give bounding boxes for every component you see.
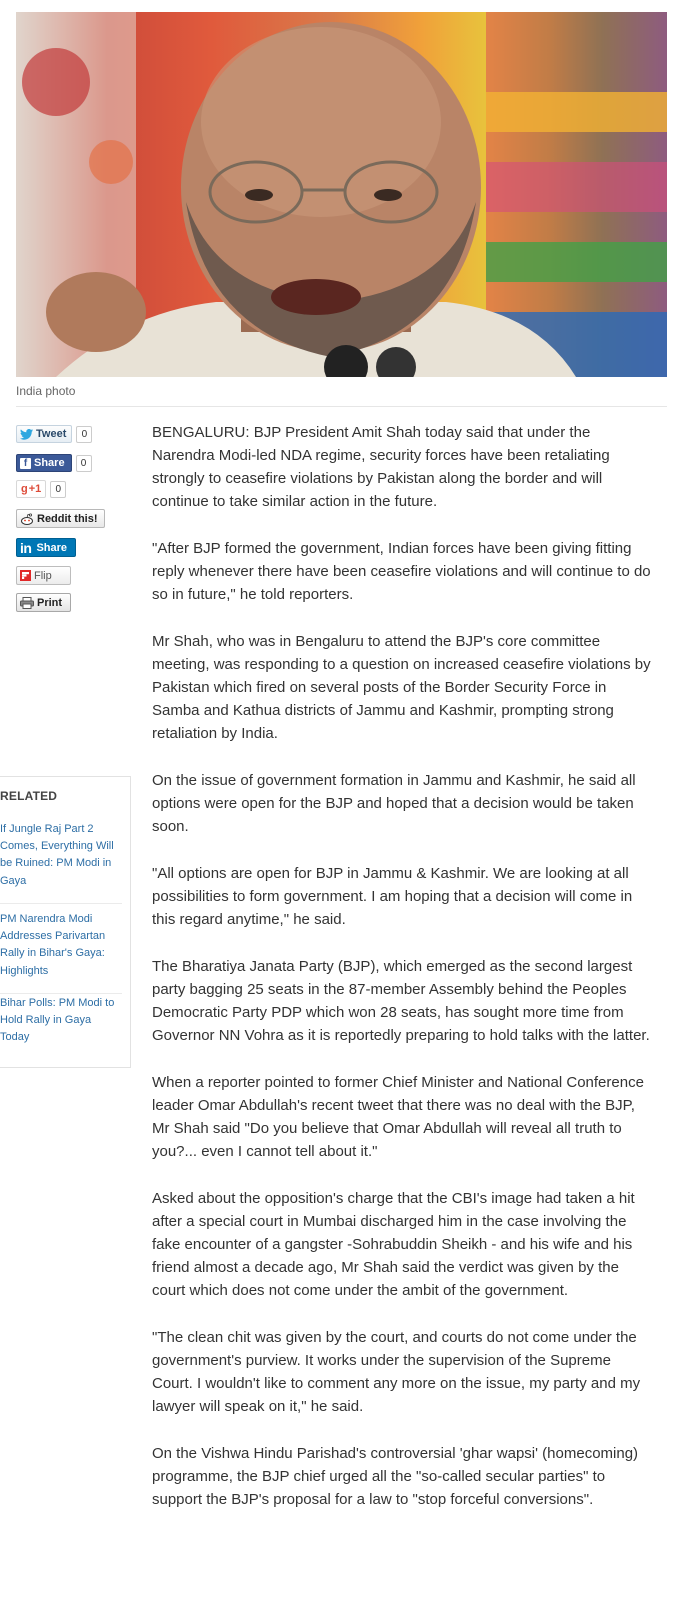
google-plus-count: 0 xyxy=(50,481,66,498)
portrait-illustration xyxy=(16,12,667,377)
twitter-bird-icon xyxy=(20,429,33,440)
print-label: Print xyxy=(37,596,63,609)
tweet-button[interactable] xyxy=(16,425,72,443)
reddit-label: Reddit this! xyxy=(37,512,98,525)
article-paragraph: BENGALURU: BJP President Amit Shah today said that under the Narendra Modi-led NDA regime, security forces have been retaliating strongly to ceasefire violations by Pakistan along the border and will continue to take similar action in the future. xyxy=(152,424,610,510)
article-paragraph: When a reporter pointed to former Chief Minister and National Conference leader Omar Abdullah's recent tweet that there was no deal with the BJP, Mr Shah said "Do you believe that Omar Abdullah will reveal all truth to you?... even I cannot tell about it." xyxy=(152,1074,644,1160)
reddit-button[interactable] xyxy=(16,509,105,528)
linkedin-icon: in xyxy=(20,539,32,556)
tweet-label: Tweet xyxy=(36,428,67,440)
related-link[interactable]: If Jungle Raj Part 2 Comes, Everything Will be Ruined: PM Modi in Gaya xyxy=(0,823,114,887)
google-plus-button[interactable] xyxy=(16,480,46,498)
facebook-share-count: 0 xyxy=(76,455,92,472)
article-photo xyxy=(16,12,667,377)
related-link[interactable]: Bihar Polls: PM Modi to Hold Rally in Gaya Today xyxy=(0,997,115,1044)
article-paragraph: "After BJP formed the government, Indian forces have been giving fitting reply whenever there have been ceasefire violations and will continue to do so in future," he told reporters. xyxy=(152,540,651,603)
related-divider xyxy=(0,903,122,904)
article-body xyxy=(152,421,652,1535)
print-button[interactable] xyxy=(16,593,71,612)
article-paragraph: On the Vishwa Hindu Parishad's controversial 'ghar wapsi' (homecoming) programme, the BJP chief urged all the "so-called secular parties" to support the BJP's proposal for a law to "stop forceful conversions". xyxy=(152,1445,639,1508)
flipboard-label: Flip xyxy=(34,569,52,582)
linkedin-share-button[interactable] xyxy=(16,538,76,557)
facebook-icon: f xyxy=(20,458,31,469)
facebook-share-button[interactable] xyxy=(16,454,72,472)
divider xyxy=(16,406,667,407)
related-link[interactable]: PM Narendra Modi Addresses Parivartan Rally in Bihar's Gaya: Highlights xyxy=(0,913,106,977)
article-paragraph: "All options are open for BJP in Jammu & Kashmir. We are looking at all possibilities to form government. I am hoping that a decision will come in this regard anytime," he said. xyxy=(152,865,633,928)
related-heading: RELATED xyxy=(0,789,58,803)
tweet-count: 0 xyxy=(76,426,92,443)
printer-icon xyxy=(20,597,34,609)
flipboard-button[interactable] xyxy=(16,566,71,585)
facebook-share-label: Share xyxy=(34,457,65,469)
article-paragraph: Asked about the opposition's charge that the CBI's image had taken a hit after a special court in Mumbai discharged him in the case involving the fake encounter of a gangster -Sohrabuddin Sheikh - and his wife and his friend almost a decade ago, Mr Shah said the verdict was given by the court which does not come under the ambit of the government. xyxy=(152,1190,635,1299)
related-box xyxy=(0,776,131,1068)
flipboard-icon xyxy=(20,570,31,581)
article-paragraph: On the issue of government formation in Jammu and Kashmir, he said all options were open for the BJP and hoped that a decision would be taken soon. xyxy=(152,772,636,835)
linkedin-share-label: Share xyxy=(36,541,68,554)
google-plus-label: +1 xyxy=(28,483,42,495)
photo-caption: India photo xyxy=(16,384,76,398)
article-paragraph: The Bharatiya Janata Party (BJP), which emerged as the second largest party bagging 25 seats in the 87-member Assembly behind the Peoples Democratic Party PDP which won 28 seats, has sought more time from Governor NN Vohra as it is reportedly preparing to hold talks with the latter. xyxy=(152,958,650,1044)
reddit-alien-icon xyxy=(20,513,34,525)
article-paragraph: "The clean chit was given by the court, and courts do not come under the government's purview. It works under the supervision of the Supreme Court. I wouldn't like to comment any more on the issue, my party and my lawyer will speak on it," he said. xyxy=(152,1329,641,1415)
related-divider xyxy=(0,993,122,994)
google-g-icon: g xyxy=(21,483,28,495)
article-paragraph: Mr Shah, who was in Bengaluru to attend the BJP's core committee meeting, was responding to a question on increased ceasefire violations by Pakistan which fired on several posts of the Border Security Force in Samba and Kathua districts of Jammu and Kashmir, prompting strong retaliation by India. xyxy=(152,633,651,742)
